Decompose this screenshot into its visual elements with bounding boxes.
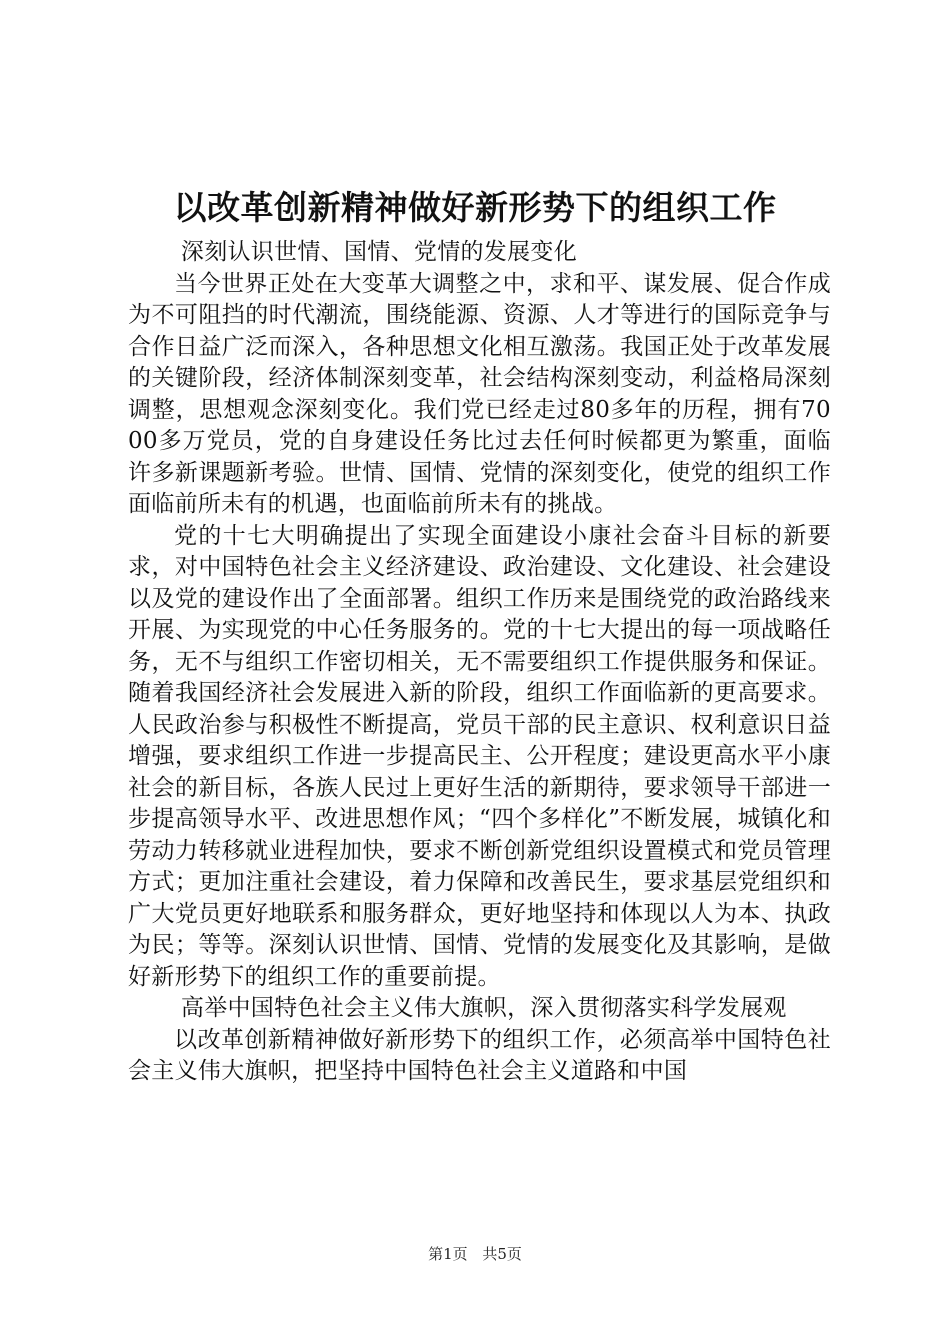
body-paragraph-2: 党的十七大明确提出了实现全面建设小康社会奋斗目标的新要求，对中国特色社会主义经济建设、政治建设、文化建设、社会建设以及党的建设作出了全面部署。组织工作历来是围绕党的政治路线来开展、为实现党的中心任务服务的。党的十七大提出的每一项战略任务，无不与组织工作密切相关，无不需要组织工作提供服务和保证。随着我国经济社会发展进入新的阶段，组织工作面临新的更高要求。人民政治参与积极性不断提高，党员干部的民主意识、权利意识日益增强，要求组织工作进一步提高民主、公开程度；建设更高水平小康社会的新目标，各族人民过上更好生活的新期待，要求领导干部进一步提高领导水平、改进思想作风；“四个多样化”不断发展，城镇化和劳动力转移就业进程加快，要求不断创新党组织设置模式和党员管理方式；更加注重社会建设，着力保障和改善民生，要求基层党组织和广大党员更好地联系和服务群众，更好地坚持和体现以人为本、执政为民；等等。深刻认识世情、国情、党情的发展变化及其影响，是做好新形势下的组织工作的重要前提。 <box>128 522 831 990</box>
section-heading-2: 高举中国特色社会主义伟大旗帜，深入贯彻落实科学发展观 <box>180 995 787 1021</box>
document-body <box>128 237 831 1088</box>
body-paragraph-3: 以改革创新精神做好新形势下的组织工作，必须高举中国特色社会主义伟大旗帜，把坚持中国特色社会主义道路和中国 <box>128 1026 831 1084</box>
page-total: 共5页 <box>482 1245 522 1263</box>
page-number: 第1页 <box>428 1245 468 1263</box>
document-title: 以改革创新精神做好新形势下的组织工作 <box>173 188 777 227</box>
body-paragraph-1: 当今世界正处在大变革大调整之中，求和平、谋发展、促合作成为不可阻挡的时代潮流，围绕能源、资源、人才等进行的国际竞争与合作日益广泛而深入，各种思想文化相互激荡。我国正处于改革发展的关键阶段，经济体制深刻变革，社会结构深刻变动，利益格局深刻调整，思想观念深刻变化。我们党已经走过80多年的历程，拥有7000多万党员，党的自身建设任务比过去任何时候都更为繁重，面临许多新课题新考验。世情、国情、党情的深刻变化，使党的组织工作面临前所未有的机遇，也面临前所未有的挑战。 <box>128 270 831 517</box>
page-footer <box>0 1244 950 1264</box>
section-heading-1: 深刻认识世情、国情、党情的发展变化 <box>180 239 577 265</box>
